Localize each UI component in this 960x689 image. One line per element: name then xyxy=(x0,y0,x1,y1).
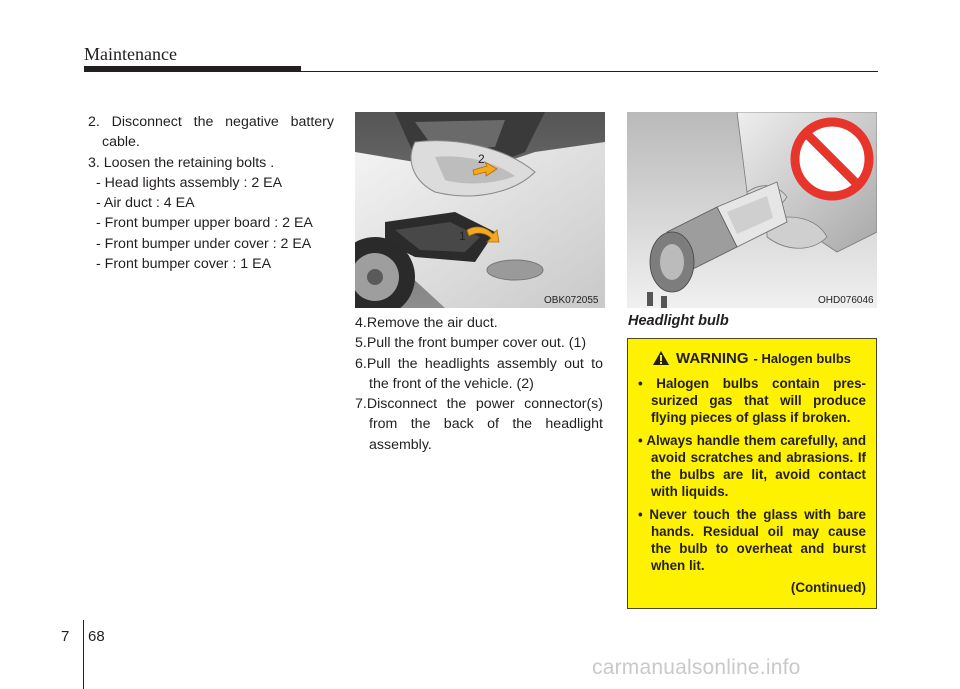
headlight-bulb-heading: Headlight bulb xyxy=(628,313,729,329)
warning-item-1: • Halogen bulbs contain pressurized gas that will produce flying pieces of glass if broken. xyxy=(638,376,866,425)
step-3: 3. Loosen the retaining bolts . xyxy=(88,154,275,171)
section-title: Maintenance xyxy=(84,44,177,64)
step-7: 7.Disconnect the power connector(s) from the back of the headlight assembly. xyxy=(355,396,603,453)
car-front-illustration xyxy=(355,112,605,308)
step-4: 4.Remove the air duct. xyxy=(355,315,498,331)
continued-label: (Continued) xyxy=(790,580,866,595)
bolt-item-5: - Front bumper cover : 1 EA xyxy=(96,256,272,273)
warning-header xyxy=(652,347,866,369)
figure1-caption: OBK072055 xyxy=(544,295,599,306)
header-bar xyxy=(84,66,301,72)
warning-item-3: • Never touch the glass with bare hands. Residual oil may cause the bulb to overheat and burst when lit. xyxy=(638,507,866,573)
warning-subtitle: - Halogen bulbs xyxy=(753,350,851,366)
warning-list xyxy=(638,375,866,574)
bolt-item-1: - Head lights assembly : 2 EA xyxy=(96,174,283,191)
step-5: 5.Pull the front bumper cover out. (1) xyxy=(355,335,587,352)
footer-rule xyxy=(83,620,84,689)
bulb-handling-illustration xyxy=(627,112,877,308)
warning-title: WARNING xyxy=(676,349,749,367)
figure2-caption: OHD076046 xyxy=(818,295,874,306)
header-rule xyxy=(301,71,878,72)
chapter-number: 7 xyxy=(61,628,70,645)
bolt-item-4: - Front bumper under cover : 2 EA xyxy=(96,235,312,252)
warning-box xyxy=(627,338,877,609)
step-2: 2. Disconnect the negative battery cable. xyxy=(88,114,334,151)
prohibition-icon xyxy=(795,122,869,196)
bolt-item-2: - Air duct : 4 EA xyxy=(96,195,195,212)
bolt-item-3: - Front bumper upper board : 2 EA xyxy=(96,215,313,232)
left-column xyxy=(88,112,334,274)
step-6: 6.Pull the headlights assembly out to the front of the vehicle. (2) xyxy=(355,355,603,392)
watermark: carmanualsonline.info xyxy=(592,656,801,679)
warning-triangle-icon xyxy=(652,350,670,366)
middle-column xyxy=(355,313,603,455)
page-number: 68 xyxy=(88,628,105,645)
warning-item-2: • Always handle them carefully, and avoid scratches and abrasions. If the bulbs are lit, avoid contact with liquids. xyxy=(638,433,866,499)
callout-1: 1 xyxy=(459,229,466,243)
callout-2: 2 xyxy=(478,152,485,166)
